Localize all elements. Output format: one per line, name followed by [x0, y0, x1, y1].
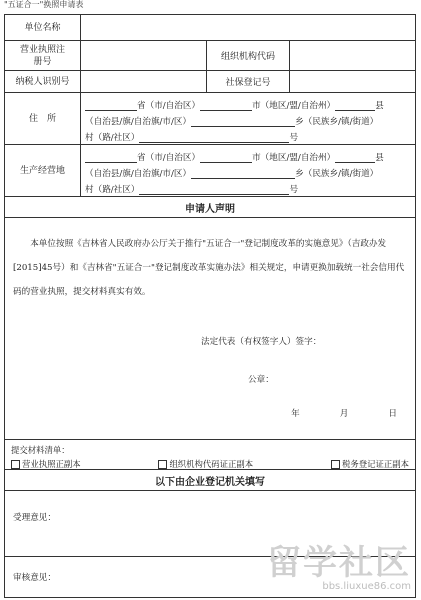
input-tax-id[interactable]	[81, 71, 206, 92]
seal-label: 公章：	[248, 375, 274, 385]
input-social-security[interactable]	[290, 71, 415, 92]
row-business-place	[5, 145, 415, 197]
label-province: 省（市/自治区）	[137, 152, 201, 163]
date-day: 日	[388, 409, 397, 419]
residence-city-field[interactable]	[200, 100, 252, 111]
acceptance-opinion: 受理意见：	[13, 513, 56, 523]
signature-label: 法定代表（有权签字人）签字：	[201, 337, 322, 347]
material-license[interactable]: 营业执照正副本	[11, 458, 81, 470]
label-district: （自治县/旗/自治旗/市/区）	[85, 116, 192, 127]
date-month: 月	[339, 409, 349, 419]
label-city: 市（地区/盟/自治州）	[252, 152, 336, 163]
row-tax-social	[5, 71, 415, 93]
watermark	[267, 545, 411, 592]
label-village: 村（路/社区）	[85, 184, 140, 195]
watermark-url: bbs.liuxue86.com	[322, 581, 411, 592]
date-year: 年	[291, 409, 300, 419]
label-number: 号	[289, 184, 299, 195]
business-address-block	[81, 145, 415, 196]
label-county: 县	[375, 100, 384, 111]
label-tax-id: 纳税人识别号	[5, 71, 81, 92]
label-district: （自治县/旗/自治旗/市/区）	[85, 168, 192, 179]
label-unit-name: 单位名称	[5, 15, 81, 40]
review-opinion: 审核意见：	[13, 573, 56, 583]
row-official-title	[5, 470, 415, 491]
watermark-logo: 留学社区	[267, 543, 411, 583]
seal-line[interactable]	[13, 368, 407, 392]
application-form	[4, 14, 416, 598]
label-org-code: 组织机构代码	[206, 41, 290, 70]
row-license-org	[5, 41, 415, 71]
input-org-code[interactable]	[290, 41, 415, 70]
business-township-field[interactable]	[191, 168, 295, 179]
label-township: 乡（民族乡/镇/街道）	[295, 168, 379, 179]
label-province: 省（市/自治区）	[137, 100, 201, 111]
material-org-code[interactable]: 组织机构代码证正副本	[158, 458, 253, 470]
row-unit-name	[5, 15, 415, 41]
label-city: 市（地区/盟/自治州）	[252, 100, 336, 111]
label-social-security: 社保登记号	[206, 71, 290, 92]
business-province-field[interactable]	[85, 152, 137, 163]
residence-number-field[interactable]	[139, 132, 289, 143]
business-county-field[interactable]	[335, 152, 375, 163]
residence-province-field[interactable]	[85, 100, 137, 111]
row-declaration	[5, 218, 415, 440]
row-residence	[5, 93, 415, 145]
business-city-field[interactable]	[200, 152, 252, 163]
label-county: 县	[375, 152, 384, 163]
date-line	[13, 402, 407, 426]
label-number: 号	[289, 132, 299, 143]
input-license-no[interactable]	[81, 41, 206, 70]
checkbox-icon[interactable]	[158, 460, 167, 469]
declaration-body	[5, 218, 415, 439]
official-section-title: 以下由企业登记机关填写	[155, 476, 265, 488]
checkbox-icon[interactable]	[331, 460, 340, 469]
label-license-no: 营业执照注册号	[5, 41, 81, 70]
signature-line[interactable]	[13, 330, 407, 354]
row-materials	[5, 440, 415, 470]
label-residence: 住 所	[5, 93, 81, 144]
materials-block	[5, 440, 415, 469]
document-title: "五证合一"换照申请表	[4, 0, 84, 9]
label-village: 村（路/社区）	[85, 132, 140, 143]
declaration-paragraph: 本单位按照《吉林省人民政府办公厅关于推行"五证合一"登记制度改革的实施意见》（吉政办发[2015]45号）和《吉林省"五证合一"登记制度改革实施办法》相关规定，申请更换加载统一社会信用代码的营业执照，提交材料真实有效。	[13, 239, 405, 297]
row-declaration-title	[5, 197, 415, 218]
label-township: 乡（民族乡/镇/街道）	[295, 116, 379, 127]
materials-title: 提交材料清单：	[11, 445, 70, 455]
label-business-place: 生产经营地	[5, 145, 81, 196]
checkbox-icon[interactable]	[11, 460, 20, 469]
declaration-title: 申请人声明	[185, 203, 235, 215]
residence-township-field[interactable]	[191, 116, 295, 127]
input-unit-name[interactable]	[81, 15, 415, 40]
material-tax[interactable]: 税务登记证正副本	[331, 458, 409, 470]
residence-address-block	[81, 93, 415, 144]
business-number-field[interactable]	[139, 184, 289, 195]
residence-county-field[interactable]	[335, 100, 375, 111]
